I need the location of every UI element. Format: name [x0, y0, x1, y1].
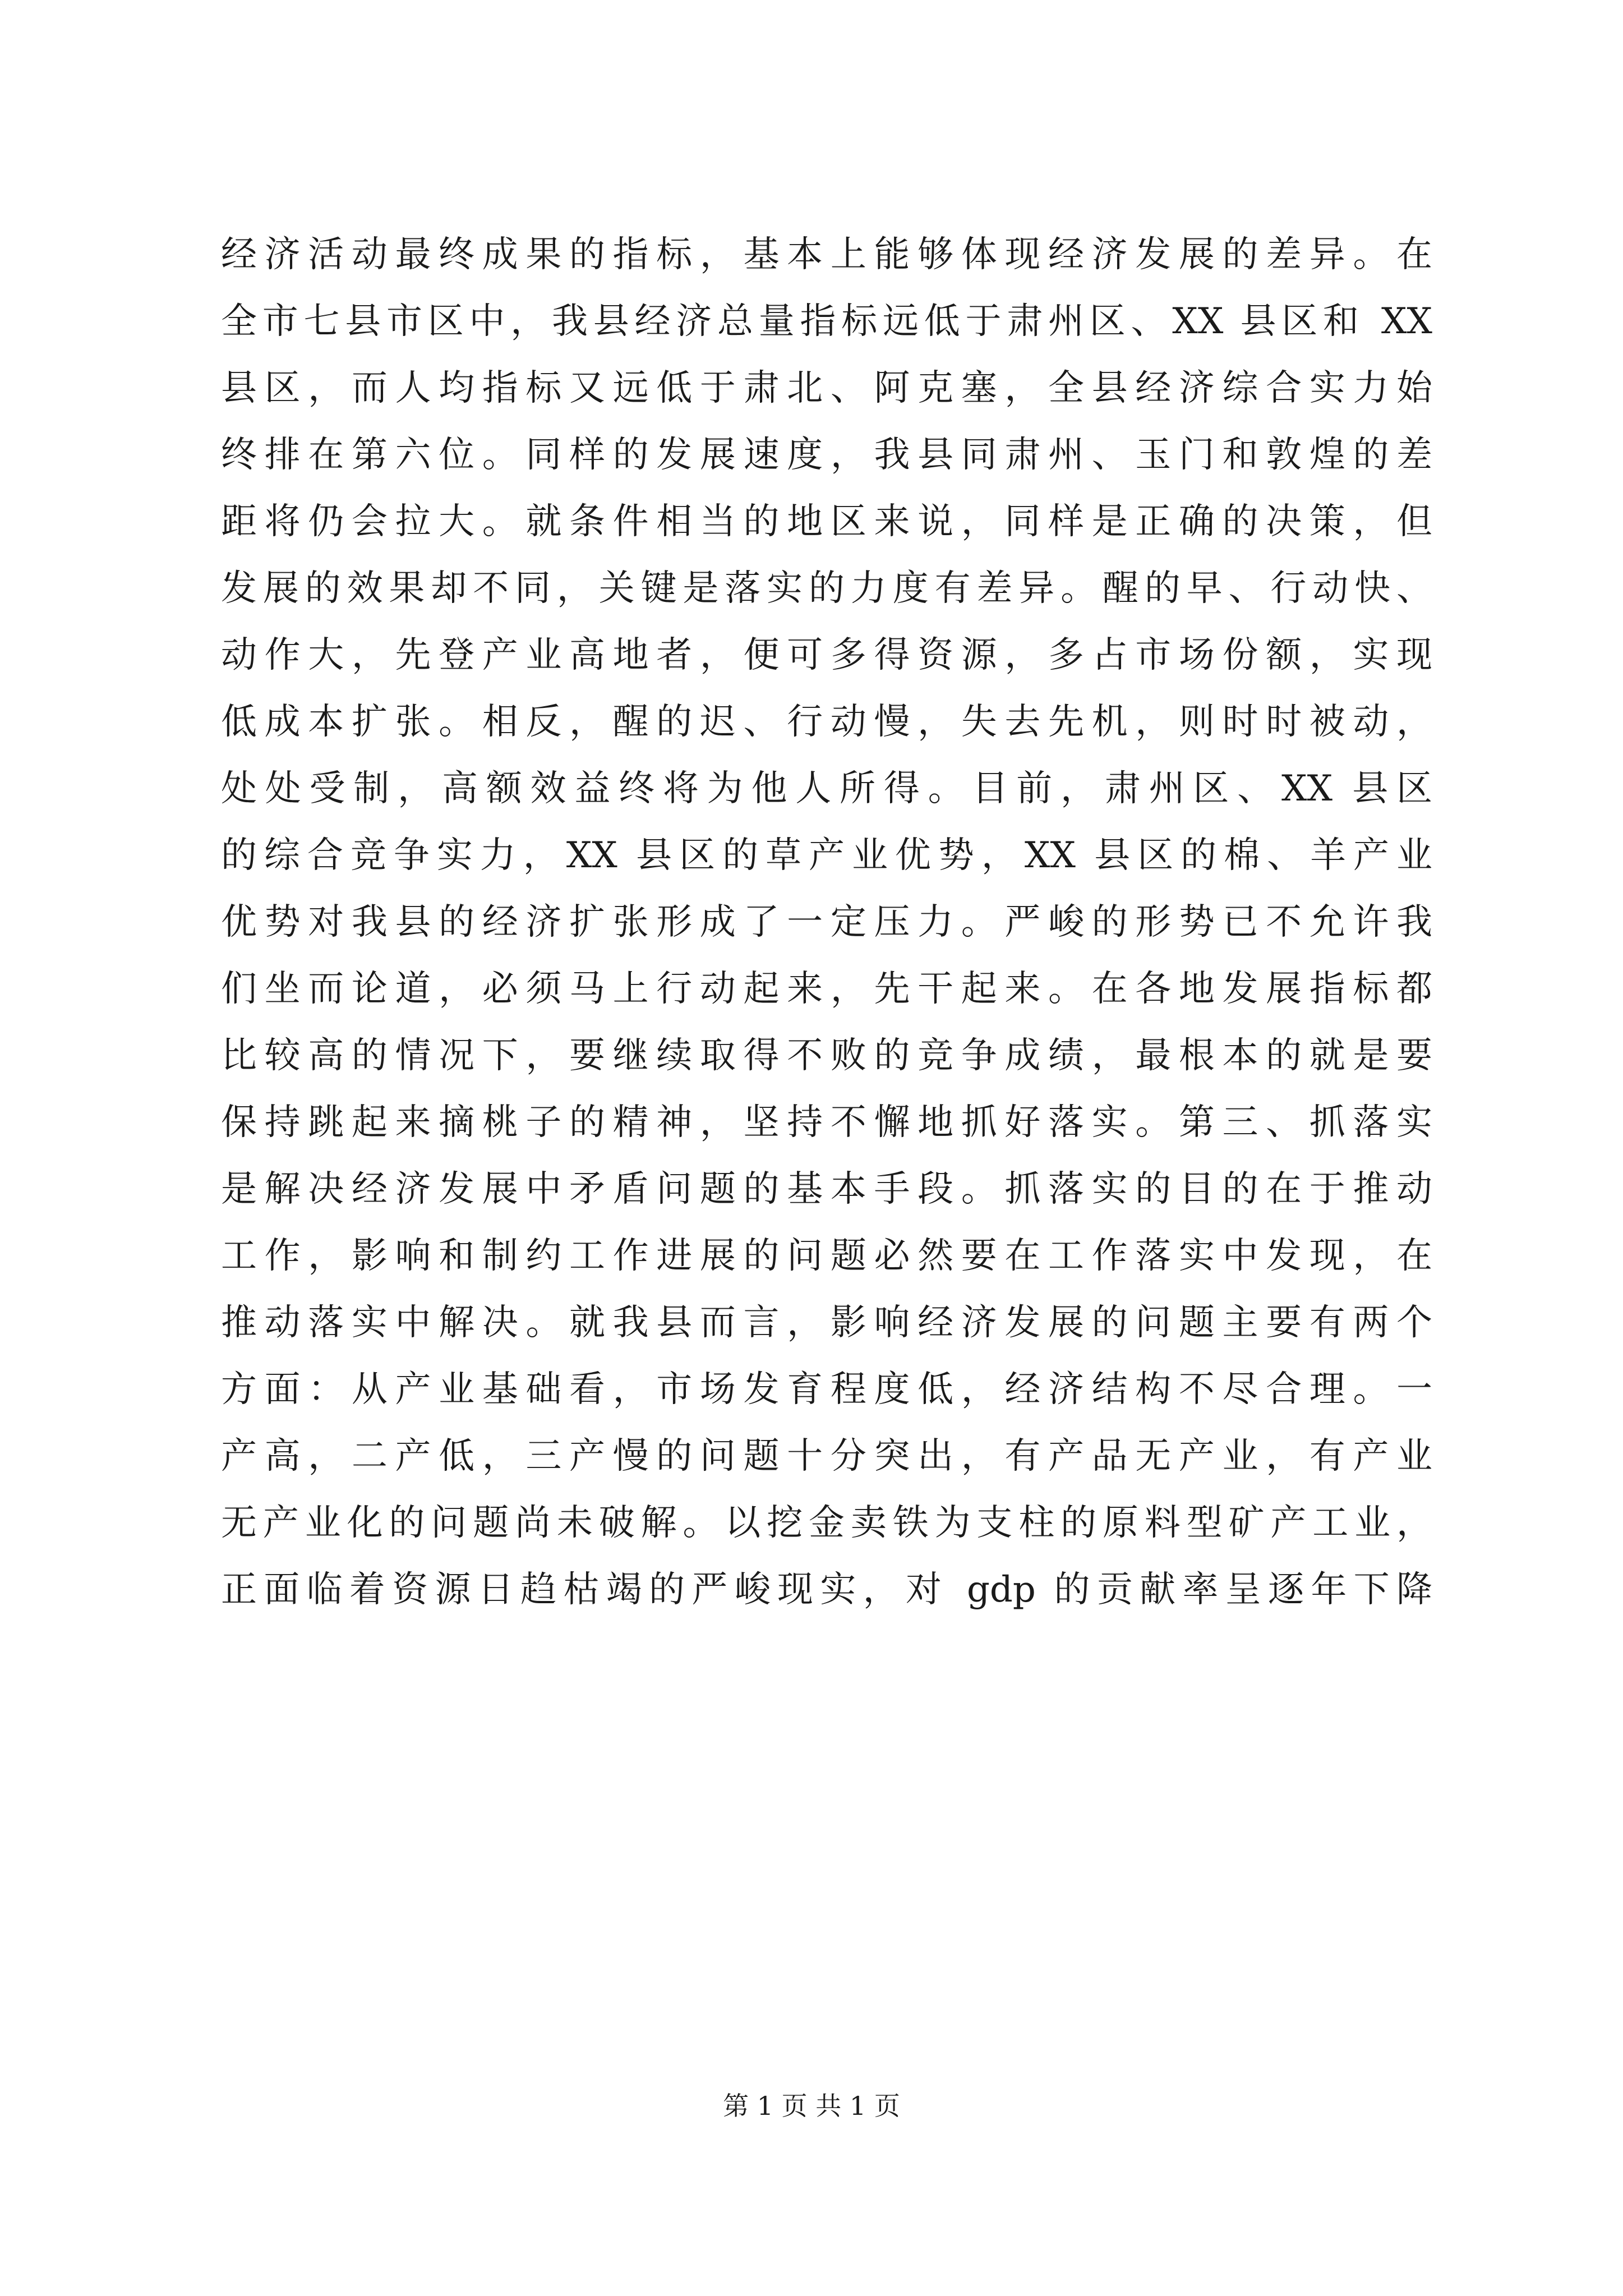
text-line: 的综合竞争实力，XX 县区的草产业优势，XX 县区的棉、羊产业 [221, 835, 1432, 876]
text-line: 推动落实中解决。就我县而言，影响经济发展的问题主要有两个 [221, 1302, 1432, 1343]
text-line: 动作大，先登产业高地者，便可多得资源，多占市场份额，实现 [221, 634, 1432, 676]
text-line: 方面：从产业基础看，市场发育程度低，经济结构不尽合理。一 [221, 1369, 1432, 1410]
text-line: 低成本扩张。相反，醒的迟、行动慢，失去先机，则时时被动， [221, 701, 1432, 743]
page-footer [0, 2089, 1623, 2123]
text-line: 产高，二产低，三产慢的问题十分突出，有产品无产业，有产业 [221, 1435, 1432, 1477]
text-line: 正面临着资源日趋枯竭的严峻现实，对 gdp 的贡献率呈逐年下降 [221, 1569, 1432, 1611]
page-number-label: 第 1 页 共 1 页 [723, 2091, 900, 2121]
text-line: 比较高的情况下，要继续取得不败的竞争成绩，最根本的就是要 [221, 1035, 1432, 1076]
text-line: 处处受制，高额效益终将为他人所得。目前，肃州区、XX 县区 [221, 768, 1432, 809]
text-line: 终排在第六位。同样的发展速度，我县同肃州、玉门和敦煌的差 [221, 434, 1432, 476]
body-text [221, 222, 1432, 1623]
text-line: 发展的效果却不同，关键是落实的力度有差异。醒的早、行动快、 [221, 568, 1432, 609]
text-line: 全市七县市区中，我县经济总量指标远低于肃州区、XX 县区和 XX [221, 301, 1432, 342]
text-line: 优势对我县的经济扩张形成了一定压力。严峻的形势已不允许我 [221, 901, 1432, 943]
text-line: 县区，而人均指标又远低于肃北、阿克塞，全县经济综合实力始 [221, 367, 1432, 409]
text-line: 距将仍会拉大。就条件相当的地区来说，同样是正确的决策，但 [221, 501, 1432, 542]
text-line: 无产业化的问题尚未破解。以挖金卖铁为支柱的原料型矿产工业， [221, 1502, 1432, 1544]
text-line: 工作，影响和制约工作进展的问题必然要在工作落实中发现，在 [221, 1235, 1432, 1277]
text-line: 是解决经济发展中矛盾问题的基本手段。抓落实的目的在于推动 [221, 1168, 1432, 1210]
text-line: 经济活动最终成果的指标，基本上能够体现经济发展的差异。在 [221, 234, 1432, 275]
text-line: 们坐而论道，必须马上行动起来，先干起来。在各地发展指标都 [221, 968, 1432, 1010]
text-line: 保持跳起来摘桃子的精神，坚持不懈地抓好落实。第三、抓落实 [221, 1102, 1432, 1143]
